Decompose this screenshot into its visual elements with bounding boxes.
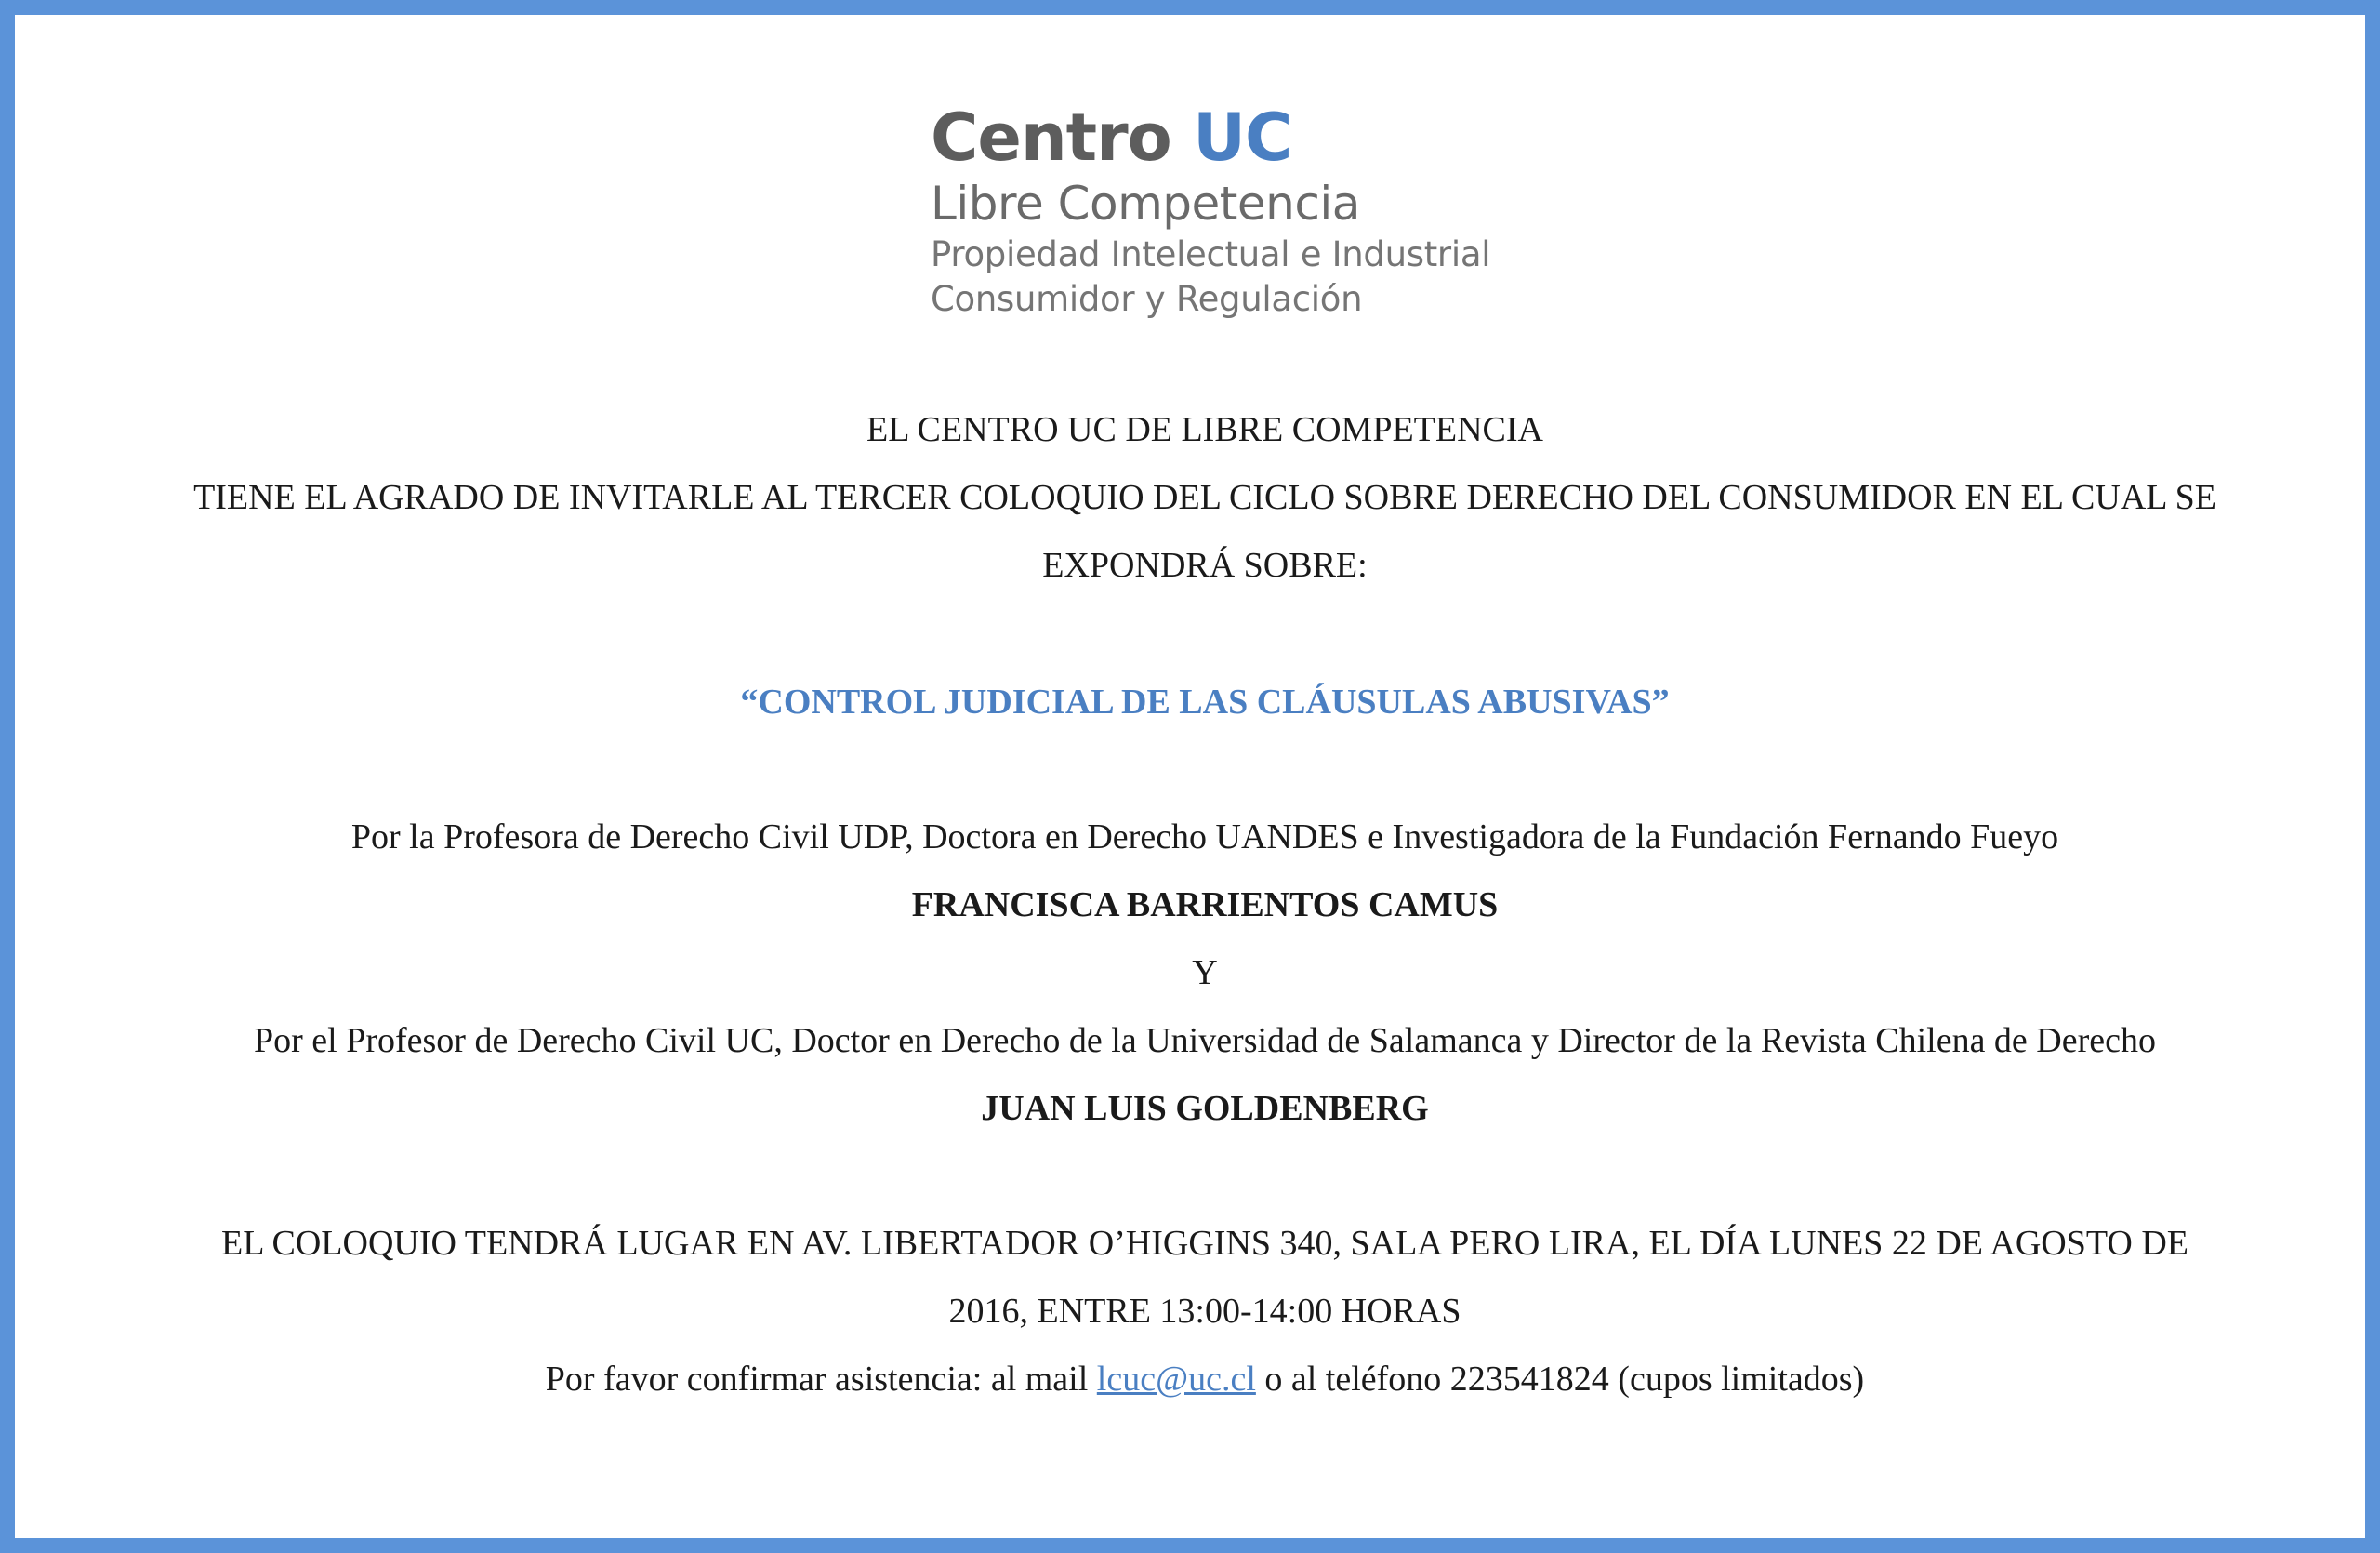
title-block: [30, 669, 2380, 737]
speakers-block: [30, 803, 2380, 1143]
logo-area-2: Consumidor y Regulación: [931, 279, 1363, 319]
speaker-1-description: Por la Profesora de Derecho Civil UDP, Doctora en Derecho UANDES e Investigadora de la Fundación Fernando Fueyo: [350, 817, 2059, 856]
email-link[interactable]: lcuc@uc.cl: [1096, 1360, 1256, 1399]
rsvp-line: [30, 1346, 2380, 1414]
speaker-2-name: JUAN LUIS GOLDENBERG: [981, 1089, 1429, 1128]
details-line-1: EL COLOQUIO TENDRÁ LUGAR EN AV. LIBERTADOR O’HIGGINS 340, SALA PERO LIRA, EL DÍA LUNES 22 DE AGOSTO DE: [221, 1224, 2188, 1263]
invitation-line-3: EXPONDRÁ SOBRE:: [1042, 546, 1368, 585]
rsvp-prefix: Por favor confirmar asistencia: al mail: [545, 1360, 1097, 1399]
speaker-1-name: FRANCISCA BARRIENTOS CAMUS: [911, 885, 1499, 924]
invitation-block: [30, 396, 2380, 600]
logo-word-uc: UC: [1193, 100, 1292, 176]
invitation-line-1: EL CENTRO UC DE LIBRE COMPETENCIA: [866, 410, 1543, 449]
speaker-conjunction: Y: [1192, 953, 1218, 992]
logo-word-centro: Centro: [931, 100, 1171, 176]
speaker-2-description: Por el Profesor de Derecho Civil UC, Doctor en Derecho de la Universidad de Salamanca y Director de la Revista Chilena de Derecho: [253, 1021, 2156, 1060]
logo-title: [931, 100, 1490, 175]
rsvp-suffix: o al teléfono 223541824 (cupos limitados): [1255, 1360, 1865, 1399]
invitation-line-2: TIENE EL AGRADO DE INVITARLE AL TERCER COLOQUIO DEL CICLO SOBRE DERECHO DEL CONSUMIDOR EN EL CUAL SE: [193, 478, 2216, 517]
centro-uc-logo: [931, 100, 1490, 322]
colloquium-title: “CONTROL JUDICIAL DE LAS CLÁUSULAS ABUSIVAS”: [740, 683, 1670, 722]
logo-area-1: Propiedad Intelectual e Industrial: [931, 234, 1491, 274]
logo-subtitle: Libre Competencia: [931, 177, 1360, 231]
details-line-2: 2016, ENTRE 13:00-14:00 HORAS: [948, 1292, 1461, 1331]
details-block: [30, 1210, 2380, 1414]
